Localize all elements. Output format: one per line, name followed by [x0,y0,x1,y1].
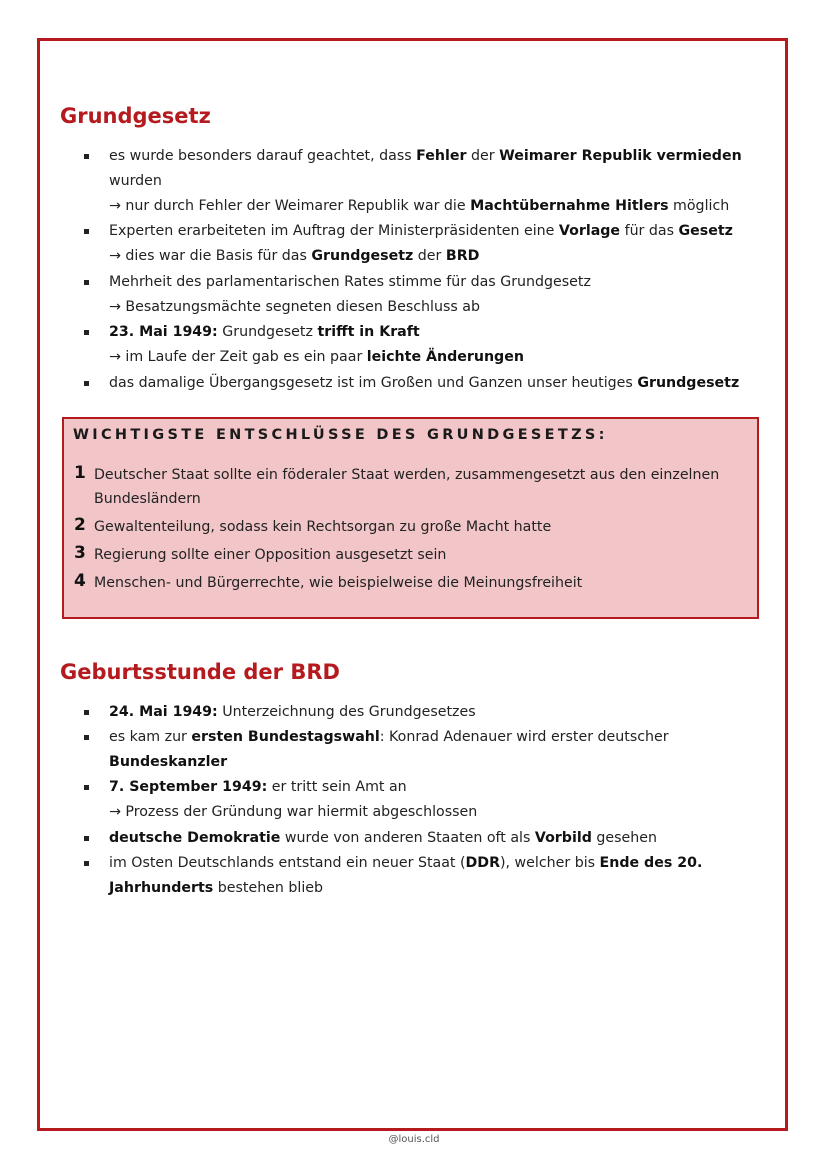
section-title-grundgesetz: Grundgesetz [60,104,211,128]
decision-number: 1 [74,463,86,483]
grundgesetz-line-6: Mehrheit des parlamentarischen Rates stimme für das Grundgesetz [109,274,591,290]
emphasis-text: Ende des 20. [599,855,703,871]
emphasis-text: Weimarer Republik vermieden [499,148,742,164]
grundgesetz-line-8: 23. Mai 1949: Grundgesetz trifft in Kraft [109,324,420,340]
bullet-marker [84,229,89,234]
geburtsstunde-line-8: Jahrhunderts bestehen blieb [109,880,324,896]
emphasis-text: ersten Bundestagswahl [191,729,380,745]
emphasis-text: leichte Änderungen [366,349,524,365]
section-title-geburtsstunde: Geburtsstunde der BRD [60,660,340,684]
emphasis-text: 24. Mai 1949: [109,704,218,720]
grundgesetz-line-10: das damalige Übergangsgesetz ist im Großen und Ganzen unser heutiges Grundgesetz [109,375,740,391]
emphasis-text: DDR [465,855,500,871]
emphasis-text: Fehler [416,148,467,164]
bullet-marker [84,836,89,841]
emphasis-text: Gesetz [678,223,733,239]
emphasis-text: Grundgesetz [311,248,414,264]
emphasis-text: Vorbild [534,830,592,846]
decision-1-line-1: Deutscher Staat sollte ein föderaler Staat werden, zusammengesetzt aus den einzelnen [94,467,720,483]
grundgesetz-line-5: → dies war die Basis für das Grundgesetz der BRD [109,248,480,264]
emphasis-text: Grundgesetz [637,375,740,391]
emphasis-text: Jahrhunderts [109,880,214,896]
emphasis-text: BRD [445,248,480,264]
bullet-marker [84,381,89,386]
emphasis-text: 23. Mai 1949: [109,324,218,340]
grundgesetz-line-2: wurden [109,173,162,189]
geburtsstunde-line-3 [109,753,227,771]
emphasis-text: Bundeskanzler [109,754,228,770]
emphasis-text: Machtübernahme Hitlers [470,198,669,214]
decision-3-line-1: Regierung sollte einer Opposition ausgesetzt sein [94,547,447,563]
grundgesetz-line-4: Experten erarbeiteten im Auftrag der Ministerpräsidenten eine Vorlage für das Gesetz [109,223,733,239]
geburtsstunde-line-6: deutsche Demokratie wurde von anderen Staaten oft als Vorbild gesehen [109,830,657,846]
decision-2-line-1: Gewaltenteilung, sodass kein Rechtsorgan zu große Macht hatte [94,519,552,535]
decision-number: 3 [74,543,86,563]
grundgesetz-line-3: → nur durch Fehler der Weimarer Republik war die Machtübernahme Hitlers möglich [109,198,730,214]
geburtsstunde-line-1: 24. Mai 1949: Unterzeichnung des Grundgesetzes [109,704,476,720]
decision-number: 4 [74,571,86,591]
bullet-marker [84,735,89,740]
bullet-marker [84,710,89,715]
geburtsstunde-line-4: 7. September 1949: er tritt sein Amt an [109,779,407,795]
decision-1-line-2: Bundesländern [94,491,201,507]
decision-4-line-1: Menschen- und Bürgerrechte, wie beispielweise die Meinungsfreiheit [94,575,583,591]
footer-handle: @louis.cld [388,1134,440,1145]
emphasis-text: 7. September 1949: [109,779,268,795]
geburtsstunde-line-2: es kam zur ersten Bundestagswahl: Konrad Adenauer wird erster deutscher [109,729,669,745]
decision-number: 2 [74,515,86,535]
bullet-marker [84,785,89,790]
grundgesetz-line-1: es wurde besonders darauf geachtet, dass Fehler der Weimarer Republik vermieden [109,148,742,164]
bullet-marker [84,280,89,285]
geburtsstunde-line-5: → Prozess der Gründung war hiermit abgeschlossen [109,804,478,820]
bullet-marker [84,861,89,866]
emphasis-text: Vorlage [558,223,621,239]
bullet-marker [84,154,89,159]
grundgesetz-line-9: → im Laufe der Zeit gab es ein paar leichte Änderungen [109,349,524,365]
bullet-marker [84,330,89,335]
emphasis-text: deutsche Demokratie [109,830,281,846]
key-decisions-title: WICHTIGSTE ENTSCHLÜSSE DES GRUNDGESETZS: [73,427,608,443]
grundgesetz-line-7: → Besatzungsmächte segneten diesen Beschluss ab [109,299,480,315]
geburtsstunde-line-7: im Osten Deutschlands entstand ein neuer Staat (DDR), welcher bis Ende des 20. [109,855,703,871]
emphasis-text: trifft in Kraft [317,324,420,340]
